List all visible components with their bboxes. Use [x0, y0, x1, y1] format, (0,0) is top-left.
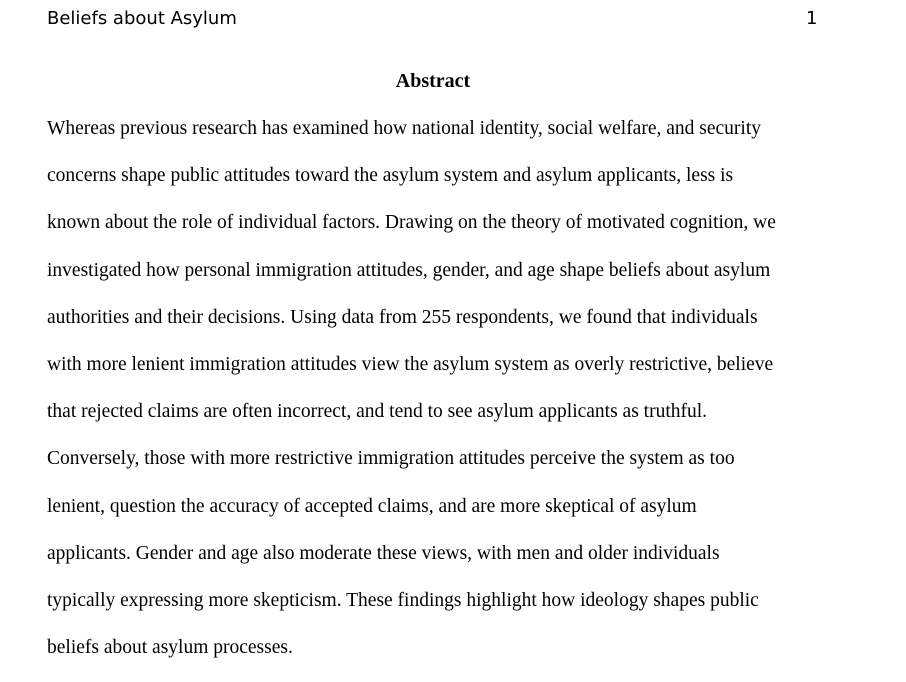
abstract-body: [47, 116, 847, 682]
abstract-line: known about the role of individual factors. Drawing on the theory of motivated cognition, we: [47, 212, 776, 234]
abstract-line: that rejected claims are often incorrect, and tend to see asylum applicants as truthful.: [47, 401, 708, 423]
running-head: Beliefs about Asylum: [47, 8, 237, 29]
abstract-line: typically expressing more skepticism. These findings highlight how ideology shapes public: [47, 589, 759, 611]
abstract-heading: Abstract: [395, 70, 471, 92]
page-number: 1: [806, 8, 818, 29]
abstract-line: investigated how personal immigration attitudes, gender, and age shape beliefs about asylum: [47, 259, 771, 281]
abstract-line: concerns shape public attitudes toward the asylum system and asylum applicants, less is: [47, 165, 734, 187]
abstract-line: lenient, question the accuracy of accepted claims, and are more skeptical of asylum: [47, 495, 697, 517]
abstract-line: Conversely, those with more restrictive immigration attitudes perceive the system as too: [47, 448, 735, 470]
abstract-line: Whereas previous research has examined how national identity, social welfare, and security: [47, 118, 761, 139]
abstract-line: applicants. Gender and age also moderate these views, with men and older individuals: [47, 542, 720, 564]
abstract-line: authorities and their decisions. Using data from 255 respondents, we found that individuals: [47, 306, 758, 328]
abstract-line: beliefs about asylum processes.: [47, 637, 293, 659]
abstract-line: with more lenient immigration attitudes view the asylum system as overly restrictive, believe: [47, 353, 774, 375]
